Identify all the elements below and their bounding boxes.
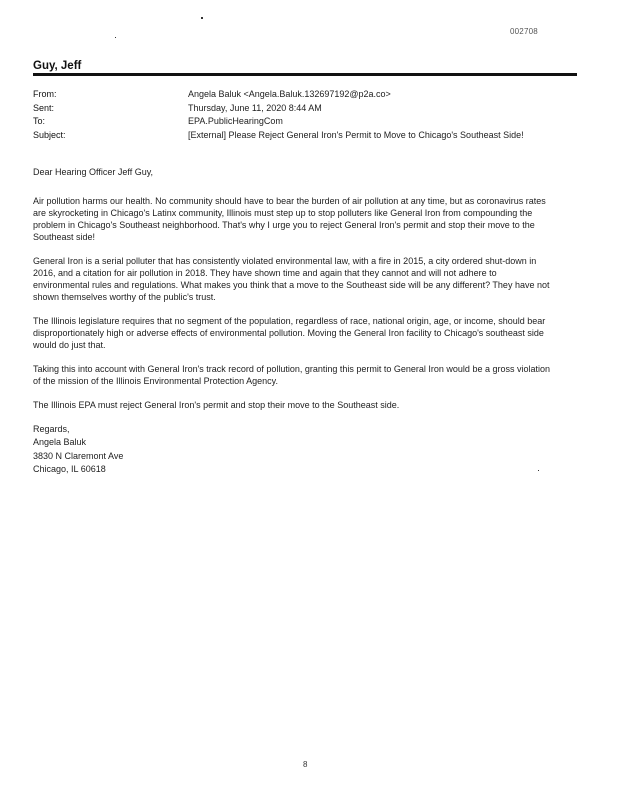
- header-label: Subject:: [33, 129, 66, 140]
- header-label: To:: [33, 116, 46, 127]
- header-from: [33, 88, 593, 102]
- bates-number: 002708: [510, 27, 538, 36]
- body-paragraph: General Iron is a serial polluter that has consistently violated environmental law, with a fire in 2015, a city ordered shut-down in 2016, and a citation for air pollution in 2018. They have shown time and again that they cannot and will not adhere to environmental rules and regulations. What makes you think that a move to the Southeast side will be any different? They have not shown themselves worthy of the public's trust.: [33, 256, 550, 303]
- body-paragraph: Taking this into account with General Iron's track record of pollution, granting this permit to General Iron would be a gross violation of the mission of the Illinois Environmental Protection Agency.: [33, 364, 550, 387]
- salutation: Dear Hearing Officer Jeff Guy,: [33, 167, 154, 177]
- signature-closing: Regards,: [33, 423, 70, 434]
- signature-name: Angela Baluk: [33, 437, 87, 448]
- header-sent: [33, 102, 593, 116]
- body-paragraph: Air pollution harms our health. No community should have to bear the burden of air pollution at any time, but as coronavirus rates are skyrocketing in Chicago's Latinx community, Illinois must step up to stop polluters like General Iron from compounding the problem in Chicago's Southeast neighborhood. That's why I urge you to reject General Iron's permit and stop their move to the Southeast side!: [33, 196, 546, 243]
- sender-value: Angela Baluk <Angela.Baluk.132697192@p2a.co>: [188, 89, 391, 99]
- header-subject: [33, 129, 593, 143]
- email-body: [33, 166, 555, 476]
- recipient-value: EPA.PublicHearingCom: [188, 116, 283, 127]
- signature-block: [33, 423, 555, 477]
- header-to: [33, 115, 593, 129]
- header-label: From:: [33, 89, 57, 99]
- signature-street: 3830 N Claremont Ave: [33, 450, 124, 461]
- mailbox-owner-name: Guy, Jeff: [33, 60, 82, 72]
- header-divider: [33, 73, 577, 76]
- email-headers: [33, 88, 593, 142]
- scan-speck: [115, 37, 116, 38]
- sent-date-value: Thursday, June 11, 2020 8:44 AM: [188, 102, 322, 113]
- subject-value: [External] Please Reject General Iron's Permit to Move to Chicago's Southeast Side!: [188, 129, 524, 140]
- scan-speck: [201, 17, 203, 19]
- signature-city: Chicago, IL 60618: [33, 464, 106, 475]
- body-paragraph: The Illinois EPA must reject General Iron's permit and stop their move to the Southeast side.: [33, 400, 400, 411]
- header-label: Sent:: [33, 102, 55, 113]
- page-number: 8: [303, 760, 308, 769]
- body-paragraph: The Illinois legislature requires that no segment of the population, regardless of race, national origin, age, or income, should bear disproportionately high or adverse effects of environmental pollution. Moving the General Iron facility to Chicago's southeast side would do just that.: [33, 316, 546, 351]
